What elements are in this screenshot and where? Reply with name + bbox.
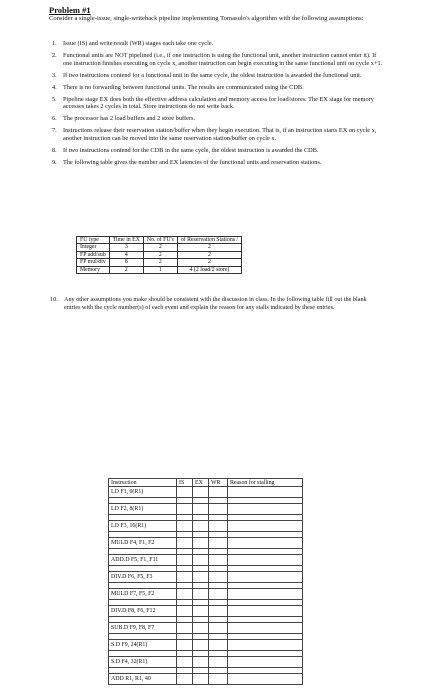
reason-cell[interactable] bbox=[228, 657, 303, 668]
table-header-row bbox=[109, 479, 303, 487]
problem-intro: Consider a single-issue, single-writeback pipeline implementing Tomasulo's algorithm with the following assumptions: bbox=[49, 15, 364, 22]
assumption-10-text: Any other assumptions you make should be consistent with the discussion in class. In the following table fill out the blank entries with the cycle number(s) of each event and explain the reason for any stalls indicated by these entries. bbox=[64, 296, 367, 311]
reason-cell[interactable] bbox=[228, 555, 303, 566]
is-cell[interactable] bbox=[177, 606, 193, 617]
is-cell[interactable] bbox=[177, 555, 193, 566]
table-row bbox=[109, 555, 303, 566]
assumption-item: 8. If two instructions contend for the CDB in the same cycle, the oldest instruction is awarded the CDB. bbox=[52, 146, 319, 154]
ex-cell[interactable] bbox=[193, 555, 209, 566]
instruction-cell: DIV.D F6, F5, F3 bbox=[109, 572, 177, 583]
table-row bbox=[109, 538, 303, 549]
instruction-cell: LD F2, 8(R1) bbox=[109, 504, 177, 515]
table-cell: 8 bbox=[109, 259, 143, 266]
reason-cell[interactable] bbox=[228, 674, 303, 685]
is-cell[interactable] bbox=[177, 504, 193, 515]
reason-cell[interactable] bbox=[228, 572, 303, 583]
wr-cell[interactable] bbox=[209, 674, 228, 685]
reason-cell[interactable] bbox=[228, 589, 303, 600]
table-cell: Integer bbox=[77, 244, 110, 251]
assumption-item: 7. Instructions release their reservation station/buffer when they begin execution. That is, if an instruction starts EX on cycle x, another instruction can be moved into the same reservation station/buffer on cycle x. bbox=[52, 127, 377, 142]
reason-cell[interactable] bbox=[228, 487, 303, 498]
table-cell: 2 bbox=[143, 251, 177, 258]
table-row bbox=[109, 657, 303, 668]
ex-cell[interactable] bbox=[193, 521, 209, 532]
is-cell[interactable] bbox=[177, 640, 193, 651]
is-cell[interactable] bbox=[177, 572, 193, 583]
table-row bbox=[109, 640, 303, 651]
table-row bbox=[77, 251, 242, 258]
is-cell[interactable] bbox=[177, 623, 193, 634]
wr-cell[interactable] bbox=[209, 555, 228, 566]
wr-cell[interactable] bbox=[209, 589, 228, 600]
assumption-item: 1. Issue (IS) and write result (WR) stages each take one cycle. bbox=[52, 40, 214, 47]
is-cell[interactable] bbox=[177, 487, 193, 498]
instruction-cell: LD F1, 0(R1) bbox=[109, 487, 177, 498]
is-cell[interactable] bbox=[177, 657, 193, 668]
table-row bbox=[109, 589, 303, 600]
fu-latency-table bbox=[76, 236, 242, 274]
reason-cell[interactable] bbox=[228, 606, 303, 617]
column-header: Instruction bbox=[109, 479, 177, 487]
instruction-timing-table bbox=[108, 478, 303, 685]
table-cell: 2 bbox=[143, 244, 177, 251]
instruction-cell: ADD R1, R1, 40 bbox=[109, 674, 177, 685]
reason-cell[interactable] bbox=[228, 538, 303, 549]
table-cell: 1 bbox=[143, 266, 177, 273]
table-row bbox=[109, 606, 303, 617]
assumption-item: 6. The processor has 2 load buffers and 2 store buffers. bbox=[52, 115, 195, 122]
table-row bbox=[109, 521, 303, 532]
assumption-item: 9. The following table gives the number and EX latencies of the functional units and reservation stations. bbox=[52, 158, 322, 166]
ex-cell[interactable] bbox=[193, 640, 209, 651]
assumption-item: 3. If two instructions contend for a functional unit in the same cycle, the oldest instruction is awarded the functional unit. bbox=[52, 71, 362, 79]
column-header: EX bbox=[193, 479, 209, 487]
table-cell: Memory bbox=[77, 266, 110, 273]
ex-cell[interactable] bbox=[193, 487, 209, 498]
table-cell: FP mul/div bbox=[77, 259, 110, 266]
table-cell: 2 bbox=[177, 259, 241, 266]
ex-cell[interactable] bbox=[193, 538, 209, 549]
column-header: WR bbox=[209, 479, 228, 487]
wr-cell[interactable] bbox=[209, 606, 228, 617]
instruction-cell: ADD.D F5, F1, F11 bbox=[109, 555, 177, 566]
wr-cell[interactable] bbox=[209, 538, 228, 549]
is-cell[interactable] bbox=[177, 538, 193, 549]
wr-cell[interactable] bbox=[209, 623, 228, 634]
problem-title: Problem #1 bbox=[49, 5, 91, 15]
ex-cell[interactable] bbox=[193, 504, 209, 515]
instruction-cell: S.D F9, 24(R1) bbox=[109, 640, 177, 651]
wr-cell[interactable] bbox=[209, 487, 228, 498]
reason-cell[interactable] bbox=[228, 521, 303, 532]
wr-cell[interactable] bbox=[209, 521, 228, 532]
column-header: Time in EX bbox=[109, 237, 143, 244]
table-cell: FP add/sub bbox=[77, 251, 110, 258]
reason-cell[interactable] bbox=[228, 504, 303, 515]
table-row bbox=[77, 259, 242, 266]
table-row bbox=[109, 623, 303, 634]
table-row bbox=[77, 266, 242, 273]
wr-cell[interactable] bbox=[209, 657, 228, 668]
table-row bbox=[109, 487, 303, 498]
table-row bbox=[109, 674, 303, 685]
instruction-cell: MULD F7, F5, F2 bbox=[109, 589, 177, 600]
is-cell[interactable] bbox=[177, 674, 193, 685]
table-cell: 4 bbox=[109, 251, 143, 258]
table-cell: 2 bbox=[177, 251, 241, 258]
instruction-cell: SUB.D F9, F8, F7 bbox=[109, 623, 177, 634]
table-cell: 2 bbox=[177, 244, 241, 251]
column-header: of Reservation Stations / bbox=[177, 237, 241, 244]
wr-cell[interactable] bbox=[209, 640, 228, 651]
column-header: IS bbox=[177, 479, 193, 487]
instruction-cell: MULD F4, F1, F2 bbox=[109, 538, 177, 549]
column-header: No. of FU's bbox=[143, 237, 177, 244]
instruction-cell: S.D F4, 32(R1) bbox=[109, 657, 177, 668]
table-header-row bbox=[77, 237, 242, 244]
table-cell: 2 bbox=[109, 266, 143, 273]
ex-cell[interactable] bbox=[193, 606, 209, 617]
ex-cell[interactable] bbox=[193, 572, 209, 583]
assumption-item: 2. Functional units are NOT pipelined (i.e., if one instruction is using the functional unit, another instruction cannot enter it). If one instruction finishes executing on cycle x, another instruction can begin executing in the same functional unit on cycle x+1. bbox=[52, 52, 383, 67]
assumption-item: 5. Pipeline stage EX does both the effective address calculation and memory access for load/stores. The EX stage for memory accesses takes 2 cycles in total. Store instructions do not write back. bbox=[52, 95, 374, 110]
wr-cell[interactable] bbox=[209, 504, 228, 515]
instruction-cell: DIV.D F8, F6, F12 bbox=[109, 606, 177, 617]
reason-cell[interactable] bbox=[228, 640, 303, 651]
column-header: Reason for stalling bbox=[228, 479, 303, 487]
column-header: FU type bbox=[77, 237, 110, 244]
table-cell: 2 bbox=[143, 259, 177, 266]
assumptions-list bbox=[48, 40, 383, 171]
table-row bbox=[77, 244, 242, 251]
is-cell[interactable] bbox=[177, 521, 193, 532]
ex-cell[interactable] bbox=[193, 589, 209, 600]
instruction-cell: LD F3, 16(R1) bbox=[109, 521, 177, 532]
is-cell[interactable] bbox=[177, 589, 193, 600]
reason-cell[interactable] bbox=[228, 623, 303, 634]
table-cell: 4 (2 load/2 store) bbox=[177, 266, 241, 273]
wr-cell[interactable] bbox=[209, 572, 228, 583]
table-cell: 3 bbox=[109, 244, 143, 251]
ex-cell[interactable] bbox=[193, 657, 209, 668]
table-row bbox=[109, 572, 303, 583]
assumption-10: 10. Any other assumptions you make should be consistent with the discussion in class. In the following table fill out the blank entries with the cycle number(s) of each event and explain the reason for any stalls indicated by these entries. bbox=[50, 296, 380, 311]
table-row bbox=[109, 504, 303, 515]
ex-cell[interactable] bbox=[193, 623, 209, 634]
assumption-item: 4. There is no forwarding between functional units. The results are communicated using the CDB. bbox=[52, 83, 304, 91]
ex-cell[interactable] bbox=[193, 674, 209, 685]
